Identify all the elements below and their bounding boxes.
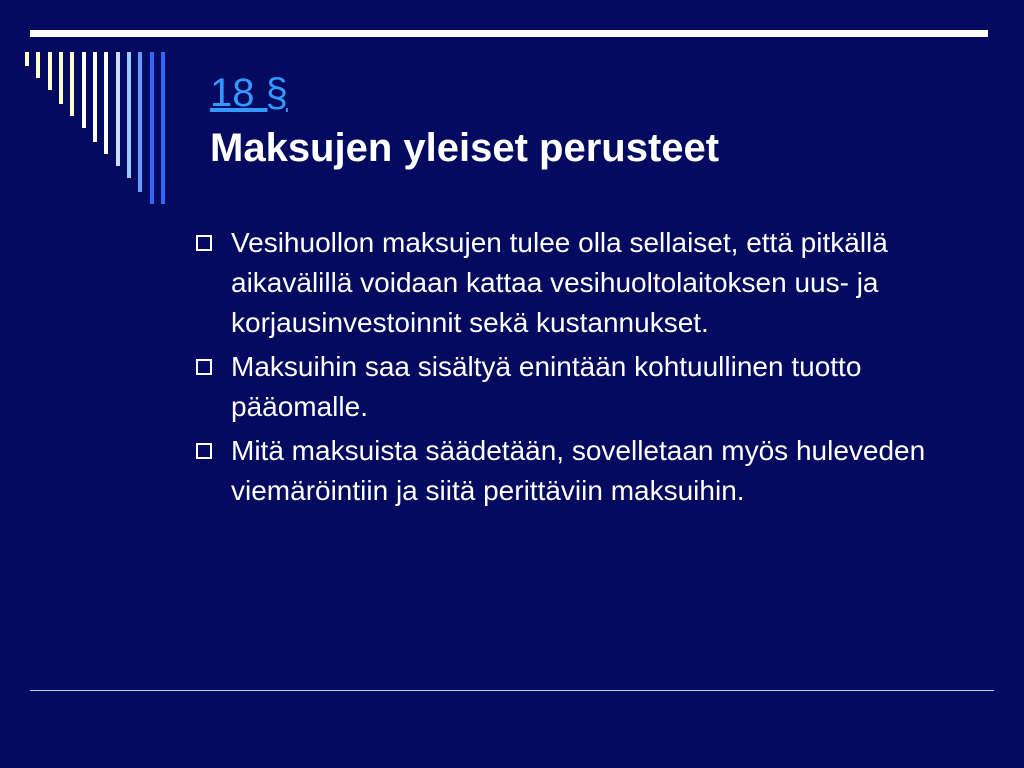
stripe-7 — [93, 52, 97, 142]
stripe-11 — [138, 52, 142, 192]
section-link[interactable]: 18 § — [210, 71, 288, 115]
square-bullet-icon — [196, 359, 212, 375]
bottom-divider — [30, 690, 994, 691]
list-item — [196, 347, 956, 427]
stripe-2 — [36, 52, 40, 78]
stripe-13 — [161, 52, 165, 204]
decorative-stripes — [0, 0, 170, 210]
stripe-4 — [59, 52, 63, 104]
bullet-text: Maksuihin saa sisältyä enintään kohtuullinen tuotto pääomalle. — [231, 351, 862, 422]
list-item — [196, 223, 956, 343]
stripe-6 — [82, 52, 86, 128]
slide-title: Maksujen yleiset perusteet — [210, 126, 720, 170]
stripe-12 — [150, 52, 154, 204]
stripe-5 — [70, 52, 74, 116]
bullet-list — [196, 223, 956, 515]
square-bullet-icon — [196, 443, 212, 459]
title-area — [210, 70, 990, 172]
stripe-3 — [48, 52, 52, 90]
stripe-1 — [25, 52, 29, 66]
stripe-8 — [104, 52, 108, 154]
top-divider — [30, 30, 988, 37]
stripe-9 — [116, 52, 120, 166]
list-item — [196, 431, 956, 511]
square-bullet-icon — [196, 235, 212, 251]
stripe-10 — [127, 52, 131, 178]
bullet-text: Mitä maksuista säädetään, sovelletaan myös huleveden viemäröintiin ja siitä perittäviin maksuihin. — [231, 435, 926, 506]
bullet-text: Vesihuollon maksujen tulee olla sellaiset, että pitkällä aikavälillä voidaan kattaa vesihuoltolaitoksen uus- ja korjausinvestoinnit sekä kustannukset. — [231, 227, 888, 338]
